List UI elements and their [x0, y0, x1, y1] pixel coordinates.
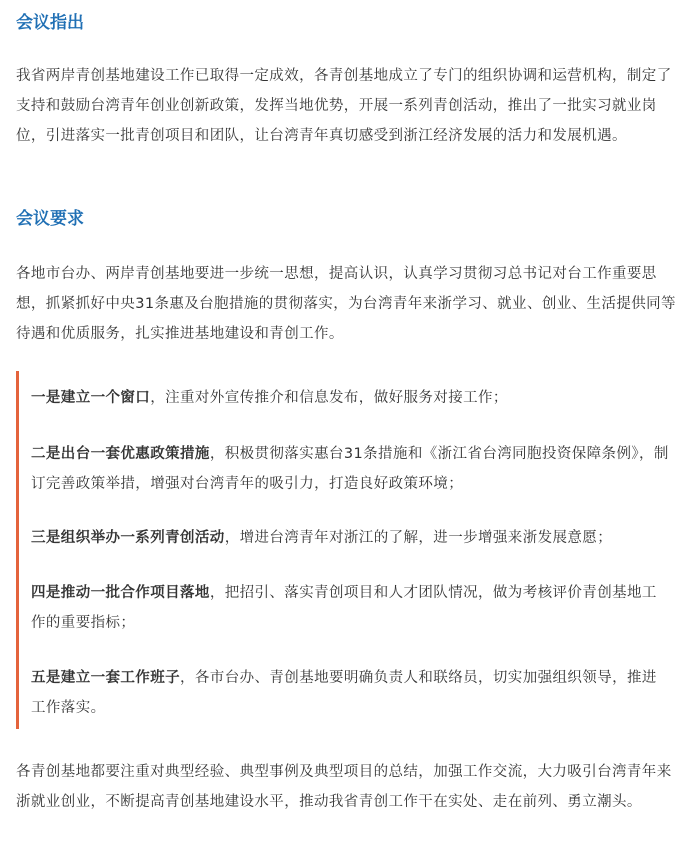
section-heading-meeting-requirements: 会议要求 — [16, 209, 84, 229]
closing-paragraph: 各青创基地都要注重对典型经验、典型事例及典型项目的总结，加强工作交流，大力吸引台湾青年来浙就业创业，不断提高青创基地建设水平，推动我省青创工作干在实处、走在前列、勇立潮头。 — [16, 764, 672, 810]
requirement-item-title: 三是组织举办一系列青创活动 — [31, 530, 225, 546]
requirement-item-text: ，注重对外宣传推介和信息发布，做好服务对接工作； — [150, 390, 508, 406]
requirement-item-title: 四是推动一批合作项目落地 — [31, 585, 210, 601]
requirement-item-text: ，积极贯彻落实惠台31条措施和《浙江省台湾同胞投资保障条例》，制订完善政策举措，增强对台湾青年的吸引力，打造良好政策环境； — [31, 446, 669, 492]
requirement-item-title: 二是出台一套优惠政策措施 — [31, 446, 210, 462]
requirement-item — [31, 523, 671, 553]
requirement-item-text: ，增进台湾青年对浙江的了解，进一步增强来浙发展意愿； — [224, 530, 613, 546]
requirements-intro-paragraph: 各地市台办、两岸青创基地要进一步统一思想，提高认识，认真学习贯彻习总书记对台工作重要思想，抓紧抓好中央31条惠及台胞措施的贯彻落实，为台湾青年来浙学习、就业、创业、生活提供同等待遇和优质服务，扎实推进基地建设和青创工作。 — [16, 266, 676, 342]
requirement-item-text: ，把招引、落实青创项目和人才团队情况，做为考核评价青创基地工作的重要指标； — [31, 585, 657, 631]
meeting-points-paragraph: 我省两岸青创基地建设工作已取得一定成效，各青创基地成立了专门的组织协调和运营机构，制定了支持和鼓励台湾青年创业创新政策，发挥当地优势，开展一系列青创活动，推出了一批实习就业岗位，引进落实一批青创项目和团队，让台湾青年真切感受到浙江经济发展的活力和发展机遇。 — [16, 68, 672, 144]
requirement-item — [31, 383, 671, 413]
section-heading-meeting-points: 会议指出 — [16, 13, 84, 33]
requirement-item — [31, 578, 671, 638]
requirement-item — [31, 439, 671, 499]
requirement-item-title: 五是建立一套工作班子 — [31, 670, 180, 686]
requirement-item — [31, 663, 671, 723]
requirement-item-title: 一是建立一个窗口 — [31, 390, 151, 406]
requirements-blockquote — [16, 371, 682, 729]
requirement-item-text: ，各市台办、青创基地要明确负责人和联络员，切实加强组织领导，推进工作落实。 — [31, 670, 657, 716]
